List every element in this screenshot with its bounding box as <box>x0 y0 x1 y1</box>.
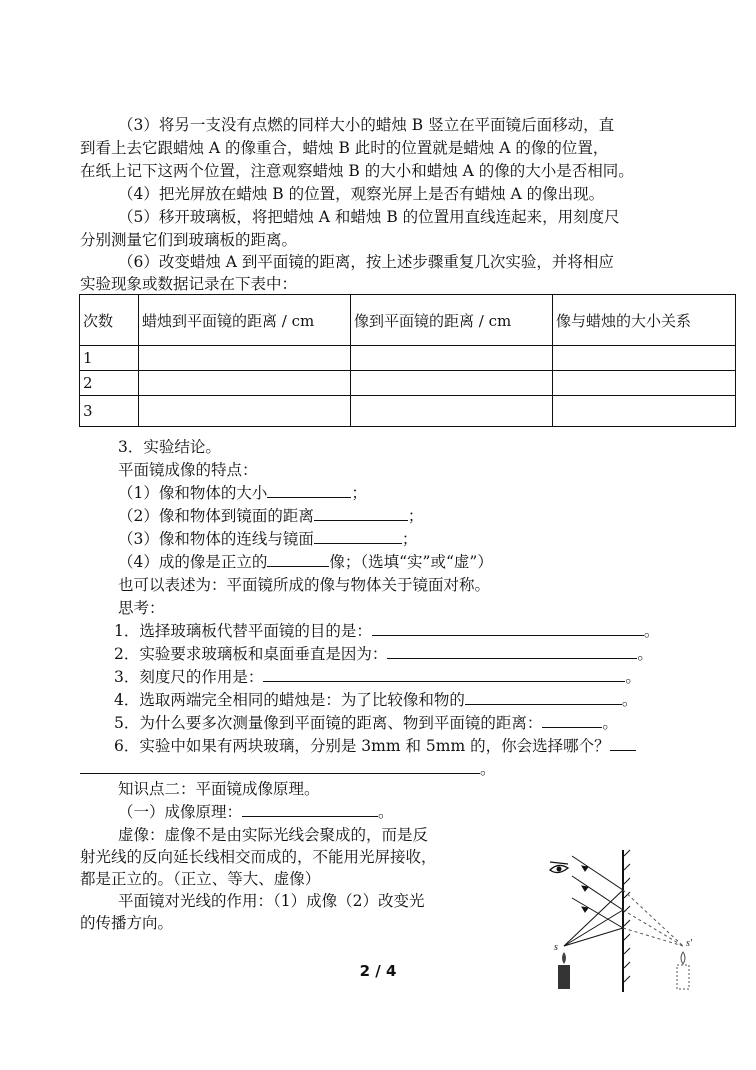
step-3-line-3: 在纸上记下这两个位置，注意观察蜡烛 B 的大小和蜡烛 A 的像的大小是否相同。 <box>80 162 634 180</box>
point-3-end: ； <box>401 530 418 548</box>
page-number: 2 / 4 <box>359 962 397 980</box>
point-3-text: （3）像和物体的连线与镜面 <box>118 530 314 548</box>
question-4-text: 4．选取两端完全相同的蜡烛是：为了比较像和物的 <box>114 691 465 709</box>
question-2-text: 2．实验要求玻璃板和桌面垂直是因为： <box>114 645 388 663</box>
step-4: （4）把光屏放在蜡烛 B 的位置，观察光屏上是否有蜡烛 A 的像出现。 <box>118 185 605 203</box>
table-cell[interactable] <box>139 346 351 371</box>
conclusion-heading: 3．实验结论。 <box>118 438 221 456</box>
point-4-end: 像；（选填“实”或“虚”） <box>329 553 493 571</box>
answer-blank[interactable] <box>314 529 402 544</box>
answer-blank[interactable] <box>610 736 636 751</box>
image-label: s' <box>686 938 693 949</box>
question-2 <box>114 643 653 665</box>
end-mark: 。 <box>602 714 618 732</box>
table-cell[interactable] <box>139 371 351 396</box>
table-cell[interactable] <box>553 396 736 427</box>
table-row <box>80 396 736 427</box>
light-rays <box>564 856 623 946</box>
table-row <box>80 371 736 396</box>
table-header-row <box>80 295 736 346</box>
virtual-image-line-2: 射光线的反向延长线相交而成的，不能用光屏接收， <box>80 848 437 866</box>
question-3-text: 3．刻度尺的作用是： <box>114 668 264 686</box>
question-1-text: 1．选择玻璃板代替平面镜的目的是： <box>114 622 372 640</box>
conclusion-subheading: 平面镜成像的特点： <box>118 461 258 479</box>
eye-icon <box>550 862 568 873</box>
answer-blank[interactable] <box>542 713 602 728</box>
table-row <box>80 346 736 371</box>
answer-blank[interactable] <box>80 759 480 774</box>
table-cell: 2 <box>80 371 139 396</box>
answer-blank[interactable] <box>263 667 625 682</box>
table-cell[interactable] <box>553 371 736 396</box>
table-header: 次数 <box>80 295 139 346</box>
question-5-text: 5．为什么要多次测量像到平面镜的距离、物到平面镜的距离： <box>114 714 543 732</box>
table-cell[interactable] <box>139 396 351 427</box>
table-cell: 1 <box>80 346 139 371</box>
table-cell: 3 <box>80 396 139 427</box>
conclusion-point-1 <box>118 482 367 504</box>
question-6 <box>114 735 636 757</box>
step-3-line-1: （3）将另一支没有点燃的同样大小的蜡烛 B 竖立在平面镜后面移动，直 <box>118 116 615 134</box>
point-1-end: ； <box>351 484 367 502</box>
answer-blank[interactable] <box>372 621 644 636</box>
table-header: 蜡烛到平面镜的距离 / cm <box>139 295 351 346</box>
answer-blank[interactable] <box>267 552 329 567</box>
mirror-effect-line-1: 平面镜对光线的作用：（1）成像（2）改变光 <box>118 892 425 910</box>
end-mark: 。 <box>643 622 660 640</box>
question-5 <box>114 712 618 734</box>
virtual-image-line-1: 虚像：虚像不是由实际光线会聚成的，而是反 <box>118 826 429 844</box>
table-cell[interactable] <box>351 371 553 396</box>
step-5-line-2: 分别测量它们到玻璃板的距离。 <box>80 231 298 249</box>
principle-text: （一）成像原理： <box>118 803 243 821</box>
point-2-text: （2）像和物体到镜面的距离 <box>118 507 314 525</box>
step-6-line-2: 实验现象或数据记录在下表中： <box>80 275 298 293</box>
question-1 <box>114 620 659 642</box>
table-cell[interactable] <box>351 346 553 371</box>
end-mark: 。 <box>480 760 496 778</box>
answer-blank[interactable] <box>387 644 637 659</box>
knowledge-heading: 知识点二：平面镜成像原理。 <box>118 780 320 798</box>
table-cell[interactable] <box>351 396 553 427</box>
point-4-text: （4）成的像是正立的 <box>118 553 268 571</box>
question-3 <box>114 666 641 688</box>
answer-blank[interactable] <box>267 483 351 498</box>
table-cell[interactable] <box>553 346 736 371</box>
question-4 <box>114 689 637 711</box>
step-5-line-1: （5）移开玻璃板，将把蜡烛 A 和蜡烛 B 的位置用直线连起来，用刻度尺 <box>118 208 620 226</box>
thinking-heading: 思考： <box>118 599 165 617</box>
mirror-effect-line-2: 的传播方向。 <box>80 914 174 932</box>
answer-blank[interactable] <box>242 802 378 817</box>
virtual-image-line-3: 都是正立的。（正立、等大、虚像） <box>80 870 321 888</box>
end-mark: 。 <box>625 668 641 686</box>
point-2-end: ； <box>407 507 424 525</box>
step-6-line-1: （6）改变蜡烛 A 到平面镜的距离，按上述步骤重复几次实验，并将相应 <box>118 253 614 271</box>
point-1-text: （1）像和物体的大小 <box>118 484 268 502</box>
virtual-extension-lines <box>623 890 683 946</box>
conclusion-point-3 <box>118 528 417 550</box>
end-mark: 。 <box>637 645 653 663</box>
end-mark: 。 <box>378 803 394 821</box>
answer-blank[interactable] <box>314 506 408 521</box>
answer-blank[interactable] <box>465 690 622 705</box>
end-mark: 。 <box>621 691 638 709</box>
table-header: 像与蜡烛的大小关系 <box>553 295 736 346</box>
object-label: s <box>554 942 558 953</box>
conclusion-point-4 <box>118 551 493 573</box>
principle-line <box>118 801 394 823</box>
conclusion-point-2 <box>118 505 423 527</box>
observation-table <box>79 294 736 427</box>
table-header: 像到平面镜的距离 / cm <box>351 295 553 346</box>
question-6-text: 6．实验中如果有两块玻璃，分别是 3mm 和 5mm 的，你会选择哪个？ <box>114 737 610 755</box>
question-6-continuation <box>80 758 496 780</box>
symmetry-statement: 也可以表述为：平面镜所成的像与物体关于镜面对称。 <box>118 576 491 594</box>
step-3-line-2: 到看上去它跟蜡烛 A 的像重合，蜡烛 B 此时的位置就是蜡烛 A 的像的位置， <box>80 139 609 157</box>
